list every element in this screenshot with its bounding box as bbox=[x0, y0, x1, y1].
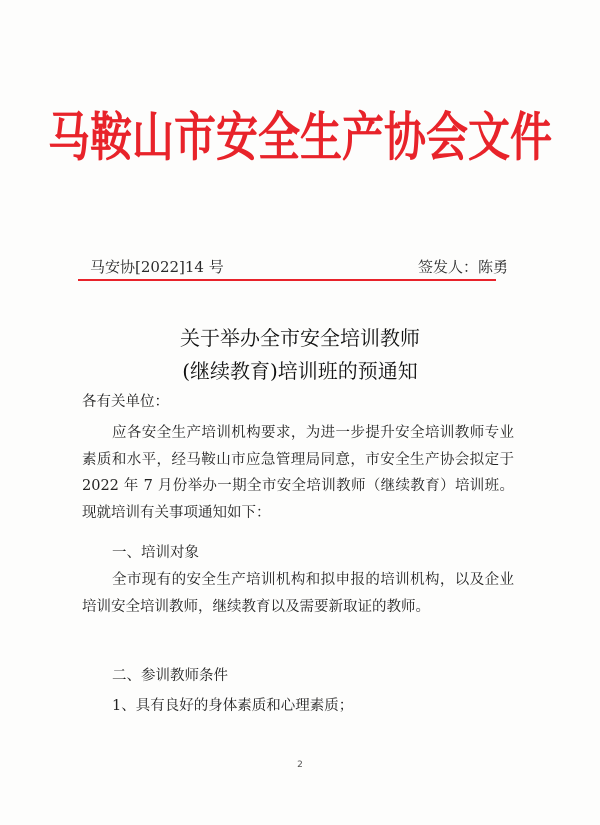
section-heading-training-targets: 一、培训对象 bbox=[112, 545, 199, 561]
body-paragraph-1: 应各安全生产培训机构要求，为进一步提升安全培训教师专业素质和水平，经马鞍山市应急管理局同意，市安全生产协会拟定于 2022 年 7 月份举办一期全市安全培训教师（继续教育）培训班。现就培训有关事项通知如下： bbox=[82, 425, 514, 521]
salutation: 各有关单位： bbox=[82, 394, 169, 410]
requirement-item-1: 1、具有良好的身体素质和心理素质； bbox=[112, 698, 354, 714]
masthead-title: 马鞍山市安全生产协会文件 bbox=[47, 106, 552, 168]
signer: 签发人：陈勇 bbox=[417, 258, 508, 276]
section-heading-teacher-requirements: 二、参训教师条件 bbox=[112, 668, 228, 684]
body-paragraph-2: 全市现有的安全生产培训机构和拟申报的培训机构，以及企业培训安全培训教师，继续教育以及需要新取证的教师。 bbox=[82, 572, 514, 615]
document-number: 马安协[2022]14 号 bbox=[90, 258, 224, 276]
red-divider-line bbox=[78, 279, 496, 281]
notice-title-line-1: 关于举办全市安全培训教师 bbox=[180, 326, 420, 350]
notice-title-line-2: (继续教育)培训班的预通知 bbox=[182, 359, 418, 383]
page-number: 2 bbox=[297, 760, 303, 770]
